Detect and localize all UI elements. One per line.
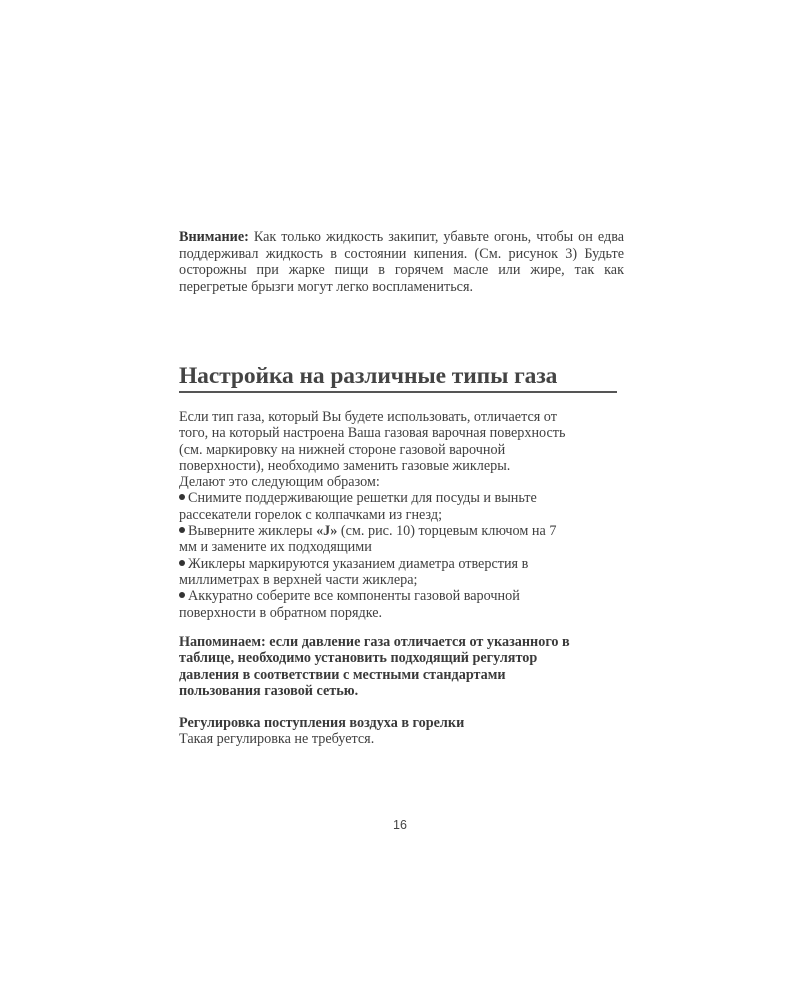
bullet-text: (см. рис. 10) торцевым ключом на 7 <box>337 523 557 540</box>
warning-paragraph <box>179 229 624 295</box>
intro-line: Если тип газа, который Вы будете использовать, отличается от <box>179 409 557 425</box>
bullet-item <box>179 490 639 523</box>
air-adjustment-subtitle: Регулировка поступления воздуха в горелки <box>179 715 465 731</box>
gas-conversion-instructions <box>179 409 639 621</box>
bullet-text: Аккуратно соберите все компоненты газовой варочной <box>188 588 520 605</box>
bullet-text-continued: мм и замените их подходящими <box>179 539 372 556</box>
bullet-item <box>179 588 639 621</box>
bullet-icon <box>179 527 185 533</box>
title-underline <box>179 391 617 393</box>
air-adjustment-text: Такая регулировка не требуется. <box>179 731 375 748</box>
bullet-icon <box>179 560 185 566</box>
warning-label: Внимание: <box>179 229 249 245</box>
bullet-icon <box>179 592 185 598</box>
bullet-text: Жиклеры маркируются указанием диаметра отверстия в <box>188 555 529 572</box>
bullet-item <box>179 556 639 589</box>
section-title: Настройка на различные типы газа <box>179 363 558 389</box>
notice-line: таблице, необходимо установить подходящий регулятор <box>179 650 538 667</box>
notice-line: пользования газовой сетью. <box>179 682 359 699</box>
intro-line: поверхности), необходимо заменить газовые жиклеры. <box>179 457 511 474</box>
notice-line: Напоминаем: если давление газа отличается от указанного в <box>179 634 570 650</box>
page-number: 16 <box>393 818 407 832</box>
intro-line: Делают это следующим образом: <box>179 474 380 491</box>
notice-line: давления в соответствии с местными стандартами <box>179 666 506 683</box>
bullet-text: Снимите поддерживающие решетки для посуды и выньте <box>188 490 537 507</box>
bullet-text-continued: миллиметрах в верхней части жиклера; <box>179 571 418 588</box>
bullet-text: Выверните жиклеры <box>188 523 317 540</box>
warning-text: Как только жидкость закипит, убавьте огонь, чтобы он едва поддерживал жидкость в состоянии кипения. (См. рисунок 3) Будьте осторожны при жарке пищи в горячем масле или жире, так как перегретые брызги могут легко воспламениться. <box>179 229 624 295</box>
bullet-icon <box>179 494 185 500</box>
bullet-text-continued: рассекатели горелок с колпачками из гнезд; <box>179 506 443 523</box>
bullet-item <box>179 523 639 556</box>
intro-line: того, на который настроена Ваша газовая варочная поверхность <box>179 425 566 442</box>
pressure-notice <box>179 634 639 699</box>
intro-line: (см. маркировку на нижней стороне газовой варочной <box>179 441 506 458</box>
bullet-text-continued: поверхности в обратном порядке. <box>179 604 383 621</box>
nozzle-label: «J» <box>316 523 338 540</box>
air-adjustment-section <box>179 715 639 748</box>
